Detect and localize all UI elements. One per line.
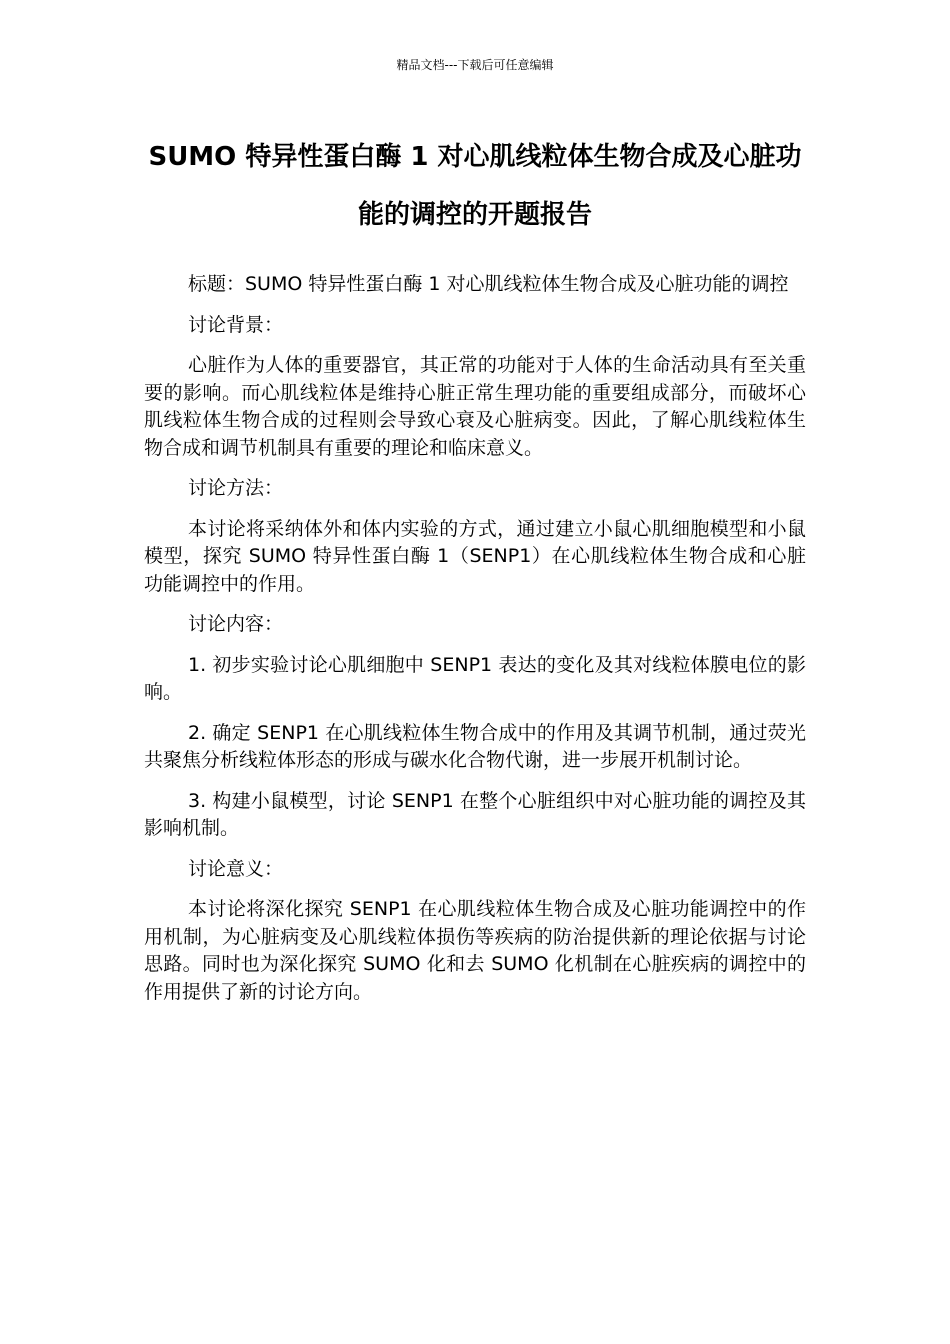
header-note: 精品文档---下载后可任意编辑 xyxy=(396,58,554,72)
paragraph-title-line: 标题：SUMO 特异性蛋白酶 1 对心肌线粒体生物合成及心脏功能的调控 xyxy=(188,273,789,295)
section-heading-method: 讨论方法： xyxy=(188,477,284,499)
document-body xyxy=(144,271,806,1019)
paragraph-method: 本讨论将采纳体外和体内实验的方式，通过建立小鼠心肌细胞模型和小鼠模型，探究 SUMO 特异性蛋白酶 1（SENP1）在心肌线粒体生物合成和心脏功能调控中的作用。 xyxy=(144,517,806,595)
paragraph-significance: 本讨论将深化探究 SENP1 在心肌线粒体生物合成及心脏功能调控中的作用机制，为心脏病变及心肌线粒体损伤等疾病的防治提供新的理论依据与讨论思路。同时也为深化探究 SUMO 化和去 SUMO 化机制在心脏疾病的调控中的作用提供了新的讨论方向。 xyxy=(144,898,806,1003)
content-item-3: 3. 构建小鼠模型，讨论 SENP1 在整个心脏组织中对心脏功能的调控及其影响机制。 xyxy=(144,789,806,839)
section-heading-significance: 讨论意义： xyxy=(188,857,284,880)
paragraph-background: 心脏作为人体的重要器官，其正常的功能对于人体的生命活动具有至关重要的影响。而心肌线粒体是维持心脏正常生理功能的重要组成部分，而破坏心肌线粒体生物合成的过程则会导致心衰及心脏病变。因此，了解心肌线粒体生物合成和调节机制具有重要的理论和临床意义。 xyxy=(144,354,806,459)
section-heading-background: 讨论背景： xyxy=(188,313,284,336)
content-item-1: 1. 初步实验讨论心肌细胞中 SENP1 表达的变化及其对线粒体膜电位的影响。 xyxy=(144,653,806,703)
document-title: SUMO 特异性蛋白酶 1 对心肌线粒体生物合成及心脏功能的调控的开题报告 xyxy=(148,142,802,230)
content-item-2: 2. 确定 SENP1 在心肌线粒体生物合成中的作用及其调节机制，通过荧光共聚焦分析线粒体形态的形成与碳水化合物代谢，进一步展开机制讨论。 xyxy=(144,721,806,771)
section-heading-content: 讨论内容： xyxy=(188,613,284,635)
